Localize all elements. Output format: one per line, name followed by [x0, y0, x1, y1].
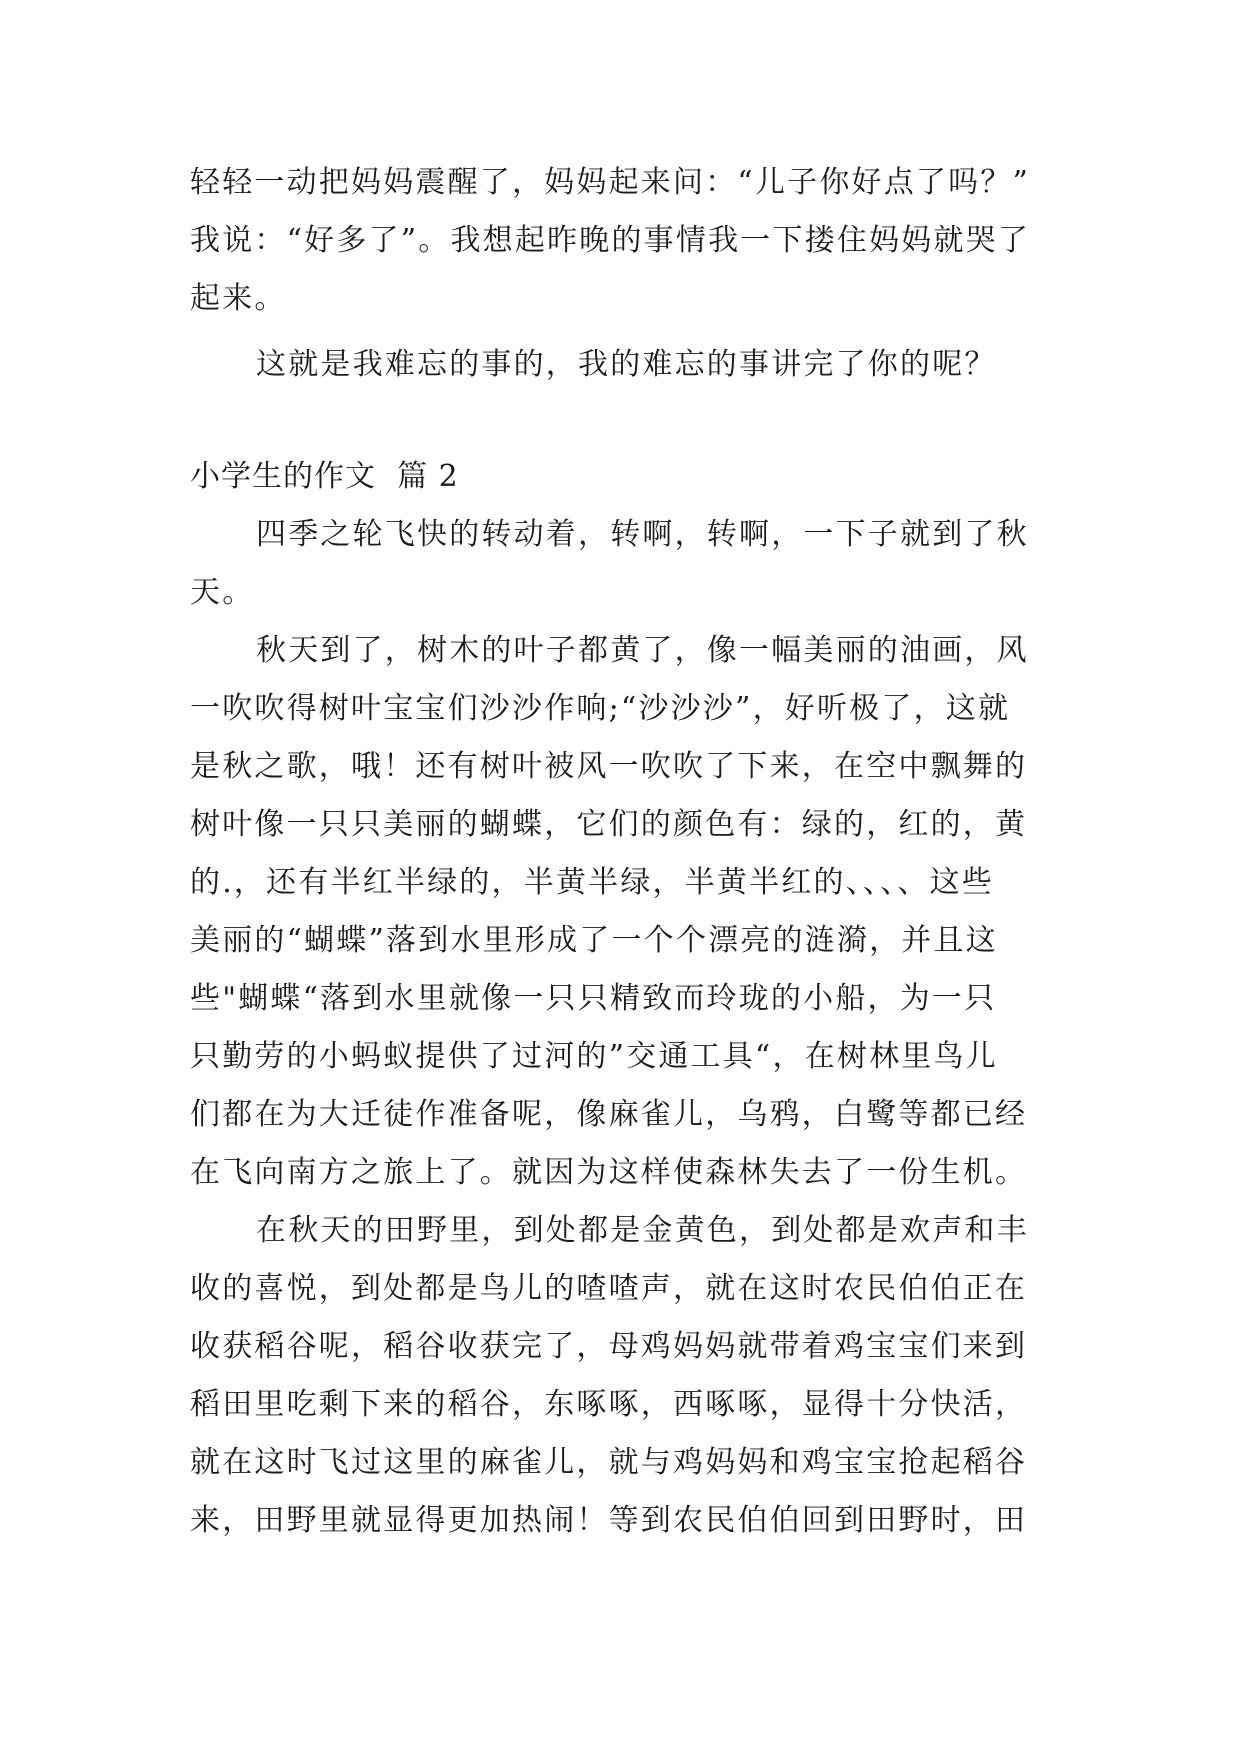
paragraph-line: 稻田里吃剩下来的稻谷，东啄啄，西啄啄，显得十分快活， — [190, 1387, 1028, 1422]
paragraph-line: 起来。 — [190, 281, 287, 316]
paragraph-line: 收的喜悦，到处都是鸟儿的喳喳声，就在这时农民伯伯正在 — [190, 1271, 1028, 1306]
paragraph-line: 轻轻一动把妈妈震醒了，妈妈起来问：“儿子你好点了吗？” — [190, 165, 1031, 200]
paragraph-line: 收获稻谷呢，稻谷收获完了，母鸡妈妈就带着鸡宝宝们来到 — [190, 1329, 1028, 1364]
paragraph-line: 在飞向南方之旅上了。就因为这样使森林失去了一份生机。 — [190, 1155, 1028, 1190]
paragraph-line: 树叶像一只只美丽的蝴蝶，它们的颜色有：绿的，红的，黄 — [190, 807, 1028, 842]
paragraph-line: 在秋天的田野里，到处都是金黄色，到处都是欢声和丰 — [256, 1213, 1029, 1248]
paragraph-line: 只勤劳的小蚂蚁提供了过河的”交通工具“，在树林里鸟儿 — [190, 1039, 998, 1074]
paragraph-line: 们都在为大迁徒作准备呢，像麻雀儿，乌鸦，白鹭等都已经 — [190, 1097, 1028, 1132]
paragraph-line: 一吹吹得树叶宝宝们沙沙作响;“沙沙沙”，好听极了，这就 — [190, 691, 1011, 726]
paragraph-line: 美丽的“蝴蝶”落到水里形成了一个个漂亮的涟漪，并且这 — [190, 923, 998, 958]
paragraph-line: 的.，还有半红半绿的，半黄半绿，半黄半红的、、、、这些 — [190, 865, 994, 900]
paragraph-line: 来，田野里就显得更加热闹！等到农民伯伯回到田野时，田 — [190, 1503, 1028, 1538]
paragraph-line: 天。 — [190, 575, 255, 610]
paragraph-line: 四季之轮飞快的转动着，转啊，转啊，一下子就到了秋 — [256, 517, 1029, 552]
paragraph-line: 就在这时飞过这里的麻雀儿，就与鸡妈妈和鸡宝宝抢起稻谷 — [190, 1445, 1028, 1480]
paragraph-line: 秋天到了，树木的叶子都黄了，像一幅美丽的油画，风 — [256, 633, 1029, 668]
paragraph-line: 些"蝴蝶“落到水里就像一只只精致而玲珑的小船，为一只 — [190, 981, 997, 1016]
paragraph-line: 是秋之歌，哦！还有树叶被风一吹吹了下来，在空中飘舞的 — [190, 749, 1028, 784]
section-heading: 小学生的作文 篇 2 — [190, 459, 459, 494]
paragraph-line: 这就是我难忘的事的，我的难忘的事讲完了你的呢？ — [256, 347, 997, 382]
paragraph-line: 我说：“好多了”。我想起昨晚的事情我一下搂住妈妈就哭了 — [190, 223, 1031, 258]
